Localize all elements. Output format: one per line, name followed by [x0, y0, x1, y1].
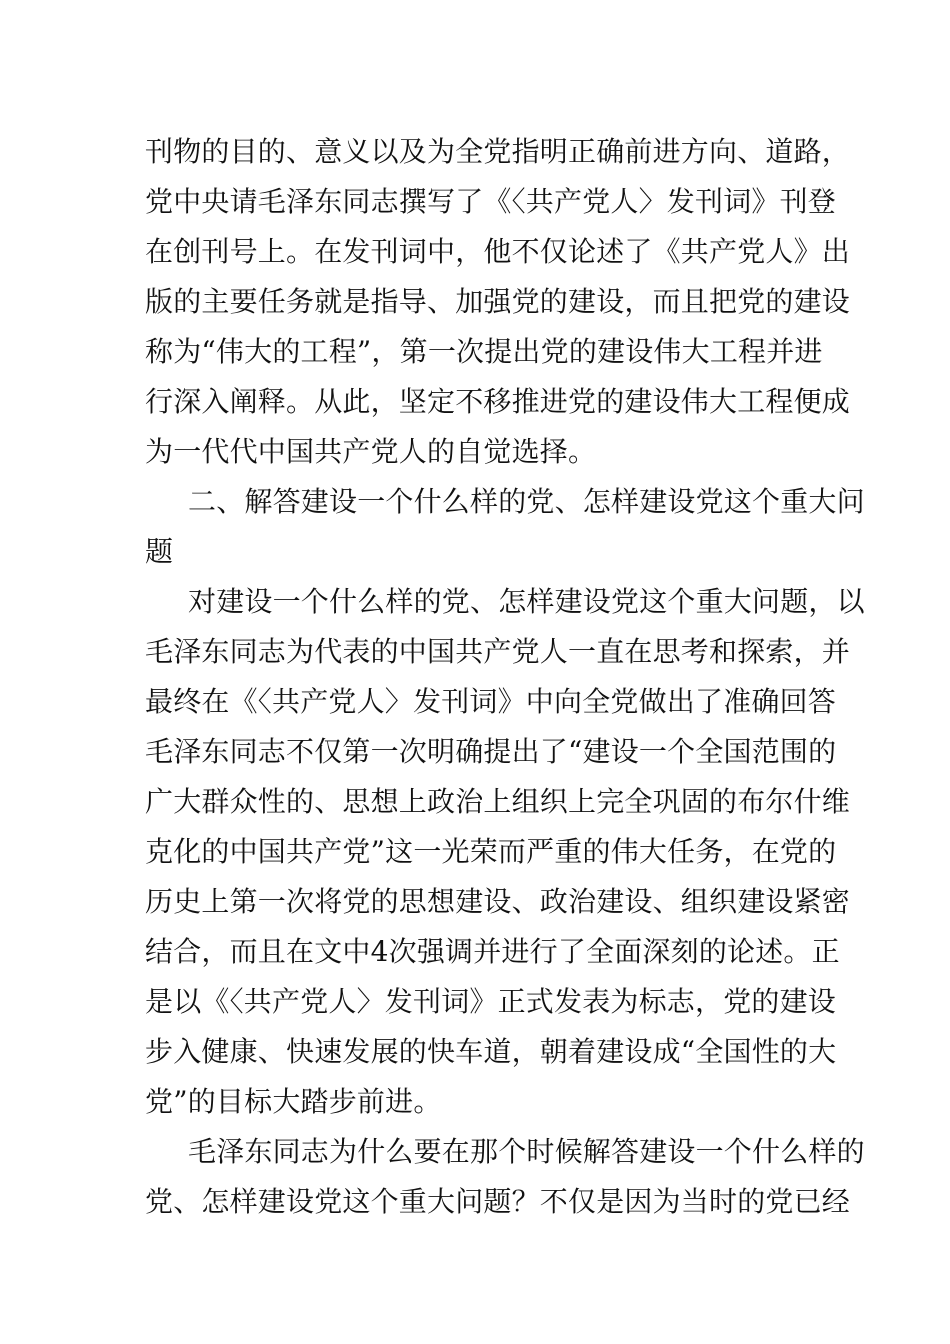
- text-line: 是以《〈共产党人〉发刊词》正式发表为标志，党的建设: [145, 985, 837, 1018]
- section-heading-line: 二、解答建设一个什么样的党、怎样建设党这个重大问: [188, 485, 865, 518]
- text-line: 党中央请毛泽东同志撰写了《〈共产党人〉发刊词》刊登: [145, 185, 837, 218]
- section-heading-line: 题: [145, 535, 174, 568]
- text-line: 毛泽东同志为代表的中国共产党人一直在思考和探索，并: [145, 635, 851, 668]
- text-line: 刊物的目的、意义以及为全党指明正确前进方向、道路，: [145, 135, 851, 168]
- text-line: 克化的中国共产党”这一光荣而严重的伟大任务，在党的: [145, 835, 837, 868]
- text-line: 对建设一个什么样的党、怎样建设党这个重大问题，以: [188, 585, 865, 618]
- text-line: 结合，而且在文中4次强调并进行了全面深刻的论述。正: [145, 935, 840, 968]
- text-line: 步入健康、快速发展的快车道，朝着建设成“全国性的大: [145, 1035, 837, 1068]
- text-line: 毛泽东同志为什么要在那个时候解答建设一个什么样的: [188, 1135, 865, 1168]
- text-line: 称为“伟大的工程”，第一次提出党的建设伟大工程并进: [145, 335, 823, 368]
- text-line: 广大群众性的、思想上政治上组织上完全巩固的布尔什维: [145, 785, 851, 818]
- text-line: 版的主要任务就是指导、加强党的建设，而且把党的建设: [145, 285, 851, 318]
- text-line: 为一代代中国共产党人的自觉选择。: [145, 435, 597, 468]
- text-line: 历史上第一次将党的思想建设、政治建设、组织建设紧密: [145, 885, 851, 918]
- text-line: 最终在《〈共产党人〉发刊词》中向全党做出了准确回答: [145, 685, 837, 718]
- text-line: 党、怎样建设党这个重大问题？不仅是因为当时的党已经: [145, 1185, 851, 1218]
- text-line: 在创刊号上。在发刊词中，他不仅论述了《共产党人》出: [145, 235, 851, 268]
- text-line: 党”的目标大踏步前进。: [145, 1085, 442, 1118]
- text-line: 毛泽东同志不仅第一次明确提出了“建设一个全国范围的: [145, 735, 837, 768]
- text-line: 行深入阐释。从此，坚定不移推进党的建设伟大工程便成: [145, 385, 851, 418]
